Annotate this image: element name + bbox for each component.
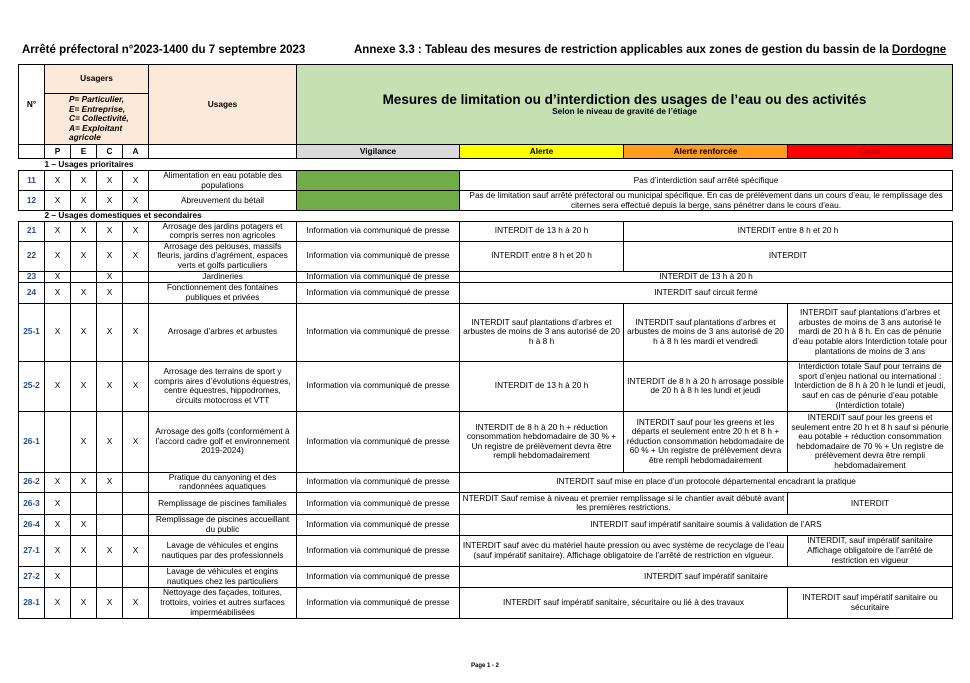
usager-p: X	[45, 303, 71, 361]
usage-name: Fonctionnement des fontaines publiques et privées	[149, 282, 297, 303]
measure-all-levels: Pas de limitation sauf arrêté préfectoral ou municipal spécifique. En cas de prélèvement dans un cours d’eau, le remplissage des citernes sera effectué depuis la berge, sans pénétrer dans le cours d’eau.	[460, 191, 953, 211]
measure-alerte: INTERDIT de 8 h à 20 h + réduction consommation hebdomadaire de 30 % + Un registre de prélèvement devra être rempli hebdomadairement	[460, 411, 624, 472]
usager-c	[97, 492, 123, 514]
measure-vigilance: Information via communiqué de presse	[297, 241, 460, 271]
usager-e: X	[71, 282, 97, 303]
row-number: 26-3	[19, 492, 45, 514]
usage-name: Arrosage des jardins potagers et compris serres non agricoles	[149, 221, 297, 241]
measure-vigilance: Information via communiqué de presse	[297, 514, 460, 535]
usager-a: X	[123, 191, 149, 211]
measure-vigilance: Information via communiqué de presse	[297, 587, 460, 618]
usager-a: X	[123, 303, 149, 361]
measure-alerte-renforcee: INTERDIT sauf impératif sanitaire, sécuritaire ou lié à des travaux	[460, 587, 788, 618]
usager-p: X	[45, 472, 71, 492]
usager-c: X	[97, 303, 123, 361]
measure-crise: INTERDIT sauf impératif sanitaire ou sécuritaire	[788, 587, 953, 618]
usager-a: X	[123, 587, 149, 618]
code-p: P	[45, 145, 71, 159]
measure-vigilance: Information via communiqué de presse	[297, 221, 460, 241]
usager-c: X	[97, 191, 123, 211]
level-alerte: Alerte	[460, 145, 624, 159]
usager-a: X	[123, 361, 149, 411]
usager-e: X	[71, 411, 97, 472]
usager-p: X	[45, 171, 71, 191]
usager-a: X	[123, 411, 149, 472]
usager-p: X	[45, 587, 71, 618]
code-c: C	[97, 145, 123, 159]
usage-name: Arrosage d’arbres et arbustes	[149, 303, 297, 361]
basin-name: Dordogne	[891, 44, 947, 56]
usager-c: X	[97, 221, 123, 241]
measure-alerte-renforcee: INTERDIT sauf plantations d’arbres et arbustes de moins de 3 ans autorisé de 20 h à 8 h les mardi et vendredi	[624, 303, 788, 361]
usager-a: X	[123, 171, 149, 191]
usager-a	[123, 282, 149, 303]
legend-c: C= Collectivité,	[69, 113, 129, 124]
usage-name: Pratique du canyoning et des randonnées aquatiques	[149, 472, 297, 492]
usager-a: X	[123, 221, 149, 241]
blank-cell	[149, 145, 297, 159]
usage-name: Arrosage des golfs (conformément à l’accord cadre golf et environnement 2019-2024)	[149, 411, 297, 472]
measure-vigilance: Information via communiqué de presse	[297, 411, 460, 472]
measure-crise: Interdiction totale Sauf pour terrains de sport d’enjeu national ou international : Interdiction de 8 h à 20 h le lundi et jeudi, sauf en cas de pénurie d’eau potable (Interdiction totale)	[788, 361, 953, 411]
usage-name: Arrosage des terrains de sport y compris aires d’évolutions équestres, centre équestres, hippodromes, circuits motocross et VTT	[149, 361, 297, 411]
usage-name: Remplissage de piscines familiales	[149, 492, 297, 514]
usager-a	[123, 472, 149, 492]
vigilance-green-cell	[297, 171, 460, 191]
row-number: 11	[19, 171, 45, 191]
col-header-usages: Usages	[149, 65, 297, 145]
usager-c	[97, 566, 123, 587]
usage-name: Remplissage de piscines accueillant du public	[149, 514, 297, 535]
usager-c: X	[97, 282, 123, 303]
usager-e: X	[71, 587, 97, 618]
code-e: E	[71, 145, 97, 159]
measure-renforcee-crise: INTERDIT	[624, 241, 953, 271]
measures-title-cell	[297, 65, 953, 145]
usager-e: X	[71, 191, 97, 211]
usager-c: X	[97, 535, 123, 566]
usager-a	[123, 271, 149, 282]
usager-p: X	[45, 271, 71, 282]
code-a: A	[123, 145, 149, 159]
measure-alerte-renforcee: INTERDIT sauf avec du matériel haute pression ou avec système de recyclage de l’eau (sauf impératif sanitaire). Affichage obligatoire de l’arrêté de restriction en vigueur.	[460, 535, 788, 566]
usage-name: Lavage de véhicules et engins nautiques par des professionnels	[149, 535, 297, 566]
section-title: 1 – Usages prioritaires	[19, 159, 953, 171]
usager-a	[123, 566, 149, 587]
measures-title: Mesures de limitation ou d’interdiction des usages de l’eau ou des activités	[382, 91, 867, 107]
row-number: 25-2	[19, 361, 45, 411]
row-number: 25-1	[19, 303, 45, 361]
measure-crise: INTERDIT, sauf impératif sanitaire Affichage obligatoire de l’arrêté de restriction en vigueur	[788, 535, 953, 566]
measure-alerte: INTERDIT sauf plantations d’arbres et arbustes de moins de 3 ans autorisé de 20 h à 8 h	[460, 303, 624, 361]
measure-all-levels: Pas d’interdiction sauf arrêté spécifique	[460, 171, 953, 191]
row-number: 23	[19, 271, 45, 282]
usager-p: X	[45, 514, 71, 535]
usagers-legend	[45, 94, 149, 145]
usager-c	[97, 514, 123, 535]
row-number: 22	[19, 241, 45, 271]
measure-vigilance: Information via communiqué de presse	[297, 361, 460, 411]
level-vigilance: Vigilance	[297, 145, 460, 159]
usager-c: X	[97, 472, 123, 492]
usager-e	[71, 271, 97, 282]
row-number: 24	[19, 282, 45, 303]
legend-p: P= Particulier,	[69, 94, 125, 105]
measures-subtitle: Selon le niveau de gravité de l’étiage	[552, 106, 697, 117]
measure-crise: INTERDIT sauf pour les greens et seulement entre 20 h et 8 h sauf si pénurie eau potable + réduction consommation hebdomadaire de 70 % + Un registre de prélèvement devra être rempli hebdomadairement	[788, 411, 953, 472]
section-title: 2 – Usages domestiques et secondaires	[19, 211, 953, 222]
usager-e: X	[71, 241, 97, 271]
row-number: 26-1	[19, 411, 45, 472]
measure-vigilance: Information via communiqué de presse	[297, 492, 460, 514]
usager-e: X	[71, 514, 97, 535]
usager-c: X	[97, 241, 123, 271]
usager-a: X	[123, 241, 149, 271]
annex-title	[354, 44, 946, 56]
row-number: 26-2	[19, 472, 45, 492]
page-number: Page 1 - 2	[470, 663, 499, 669]
measure-vigilance: Information via communiqué de presse	[297, 282, 460, 303]
usage-name: Jardineries	[149, 271, 297, 282]
usager-p	[45, 411, 71, 472]
usager-p: X	[45, 492, 71, 514]
annex-title-text: Annexe 3.3 : Tableau des mesures de restriction applicables aux zones de gestion du bassin de la	[354, 44, 892, 56]
usager-c: X	[97, 171, 123, 191]
measure-alerte-renforcee: NTERDIT Sauf remise à niveau et premier remplissage si le chantier avait débuté avant les premières restrictions.	[460, 492, 788, 514]
usage-name: Nettoyage des façades, toitures, trottoirs, voiries et autres surfaces imperméabilisées	[149, 587, 297, 618]
usager-e: X	[71, 361, 97, 411]
row-number: 27-2	[19, 566, 45, 587]
blank-cell	[19, 145, 45, 159]
usage-name: Lavage de véhicules et engins nautiques chez les particuliers	[149, 566, 297, 587]
measure-crise: INTERDIT	[788, 492, 953, 514]
measure-crise: INTERDIT sauf plantations d’arbres et arbustes de moins de 3 ans autorisé le mardi de 20 h à 8 h. En cas de pénurie d’eau potable alors Interdiction totale pour plantations de moins de 3 ans	[788, 303, 953, 361]
usager-p: X	[45, 282, 71, 303]
measure-alerte-to-crise: INTERDIT sauf circuit fermé	[460, 282, 953, 303]
row-number: 12	[19, 191, 45, 211]
measure-vigilance: Information via communiqué de presse	[297, 303, 460, 361]
usager-e: X	[71, 171, 97, 191]
usager-p: X	[45, 191, 71, 211]
usager-p: X	[45, 361, 71, 411]
usager-c: X	[97, 271, 123, 282]
measure-alerte-to-crise: INTERDIT de 13 h à 20 h	[460, 271, 953, 282]
level-crise: Crise	[788, 145, 953, 159]
row-number: 27-1	[19, 535, 45, 566]
usager-e: X	[71, 221, 97, 241]
measure-alerte: INTERDIT entre 8 h et 20 h	[460, 241, 624, 271]
level-alerte-renforcee: Alerte renforcée	[624, 145, 788, 159]
measure-alerte-to-crise: INTERDIT sauf impératif sanitaire soumis à validation de l’ARS	[460, 514, 953, 535]
usager-e: X	[71, 303, 97, 361]
measure-vigilance: Information via communiqué de presse	[297, 271, 460, 282]
usage-name: Alimentation en eau potable des populations	[149, 171, 297, 191]
row-number: 26-4	[19, 514, 45, 535]
usage-name: Abreuvement du bétail	[149, 191, 297, 211]
usage-name: Arrosage des pelouses, massifs fleuris, jardins d’agrément, espaces verts et golfs particuliers	[149, 241, 297, 271]
measure-vigilance: Information via communiqué de presse	[297, 566, 460, 587]
usager-a	[123, 514, 149, 535]
measure-alerte: INTERDIT de 13 h à 20 h	[460, 361, 624, 411]
row-number: 28-1	[19, 587, 45, 618]
measure-alerte: INTERDIT de 13 h à 20 h	[460, 221, 624, 241]
legend-e: E= Entreprise,	[69, 103, 126, 114]
vigilance-green-cell	[297, 191, 460, 211]
usager-e	[71, 492, 97, 514]
usager-p: X	[45, 566, 71, 587]
legend-a: A= Exploitant agricole	[69, 122, 123, 143]
col-header-usagers: Usagers	[45, 65, 149, 94]
measure-alerte-renforcee: INTERDIT sauf pour les greens et les départs et seulement entre 20 h et 8 h + réduction consommation hebdomadaire de 60 % + Un registre de prélèvement devra être rempli hebdomadairement	[624, 411, 788, 472]
usager-a	[123, 492, 149, 514]
measure-vigilance: Information via communiqué de presse	[297, 535, 460, 566]
usager-c: X	[97, 361, 123, 411]
measure-alerte-to-crise: INTERDIT sauf impératif sanitaire	[460, 566, 953, 587]
col-header-num: N°	[19, 65, 45, 145]
usager-e: X	[71, 535, 97, 566]
usager-c: X	[97, 587, 123, 618]
restrictions-table	[18, 64, 953, 619]
measure-renforcee-crise: INTERDIT entre 8 h et 20 h	[624, 221, 953, 241]
measure-alerte-renforcee: INTERDIT de 8 h à 20 h arrosage possible de 20 h à 8 h les lundi et jeudi	[624, 361, 788, 411]
measure-vigilance: Information via communiqué de presse	[297, 472, 460, 492]
usager-c: X	[97, 411, 123, 472]
usager-e: X	[71, 472, 97, 492]
usager-p: X	[45, 241, 71, 271]
usager-e	[71, 566, 97, 587]
measure-alerte-to-crise: INTERDIT sauf mise en place d’un protocole départemental encadrant la pratique	[460, 472, 953, 492]
usager-a: X	[123, 535, 149, 566]
usager-p: X	[45, 535, 71, 566]
row-number: 21	[19, 221, 45, 241]
decree-reference: Arrêté préfectoral n°2023-1400 du 7 septembre 2023	[22, 44, 306, 56]
usager-p: X	[45, 221, 71, 241]
